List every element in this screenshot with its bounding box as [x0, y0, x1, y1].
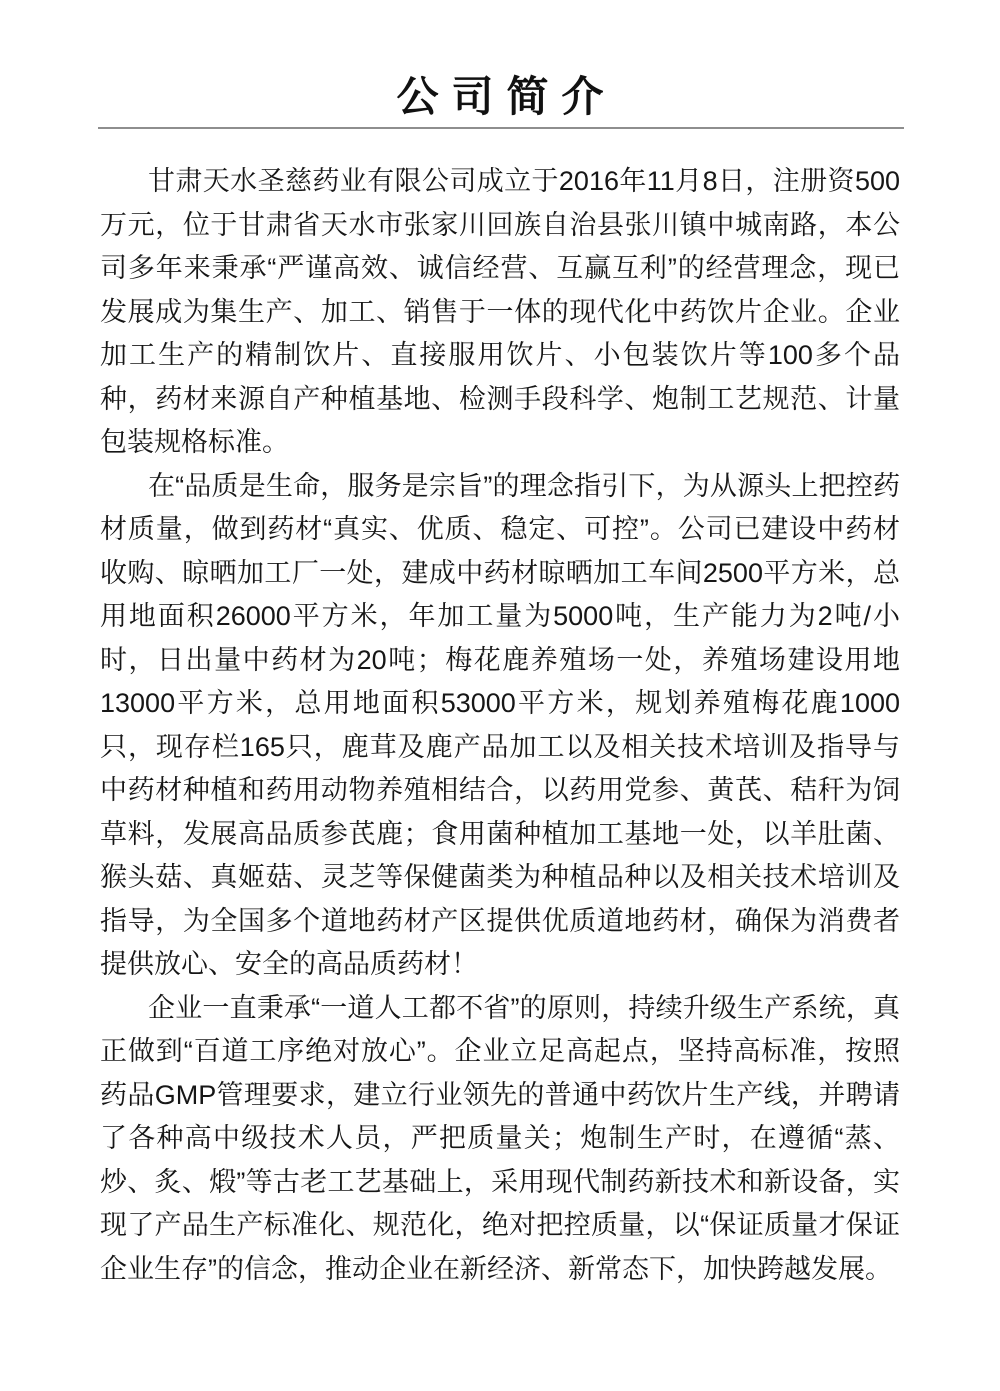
paragraph-company-overview: 甘肃天水圣慈药业有限公司成立于2016年11月8日，注册资500万元，位于甘肃省天水市张家川回族自治县张川镇中城南路，本公司多年来秉承“严谨高效、诚信经营、互赢互利”的经营理念，现已发展成为集生产、加工、销售于一体的现代化中药饮片企业。企业加工生产的精制饮片、直接服用饮片、小包装饮片等100多个品种，药材来源自产种植基地、检测手段科学、炮制工艺规范、计量包装规格标准。	[100, 166, 900, 457]
title-divider	[98, 127, 904, 129]
document-body	[100, 160, 900, 1291]
paragraph-production-principles: 企业一直秉承“一道人工都不省”的原则，持续升级生产系统，真正做到“百道工序绝对放心”。企业立足高起点，坚持高标准，按照药品GMP管理要求，建立行业领先的普通中药饮片生产线，并聘请了各种高中级技术人员，严把质量关；炮制生产时，在遵循“蒸、炒、炙、煅”等古老工艺基础上，采用现代制药新技术和新设备，实现了产品生产标准化、规范化，绝对把控质量，以“保证质量才保证企业生存”的信念，推动企业在新经济、新常态下，加快跨越发展。	[100, 992, 900, 1284]
page-title: 公司简介	[396, 73, 617, 120]
paragraph-quality-and-facilities: 在“品质是生命，服务是宗旨”的理念指引下，为从源头上把控药材质量，做到药材“真实、优质、稳定、可控”。公司已建设中药材收购、晾晒加工厂一处，建成中药材晾晒加工车间2500平方米，总用地面积26000平方米，年加工量为5000吨，生产能力为2吨/小时，日出量中药材为20吨；梅花鹿养殖场一处，养殖场建设用地13000平方米，总用地面积53000平方米，规划养殖梅花鹿1000只，现存栏165只，鹿茸及鹿产品加工以及相关技术培训及指导与中药材种植和药用动物养殖相结合，以药用党参、黄芪、秸秆为饲草料，发展高品质参芪鹿；食用菌种植加工基地一处，以羊肚菌、猴头菇、真姬菇、灵芝等保健菌类为种植品种以及相关技术培训及指导，为全国多个道地药材产区提供优质道地药材，确保为消费者提供放心、安全的高品质药材！	[100, 470, 900, 979]
